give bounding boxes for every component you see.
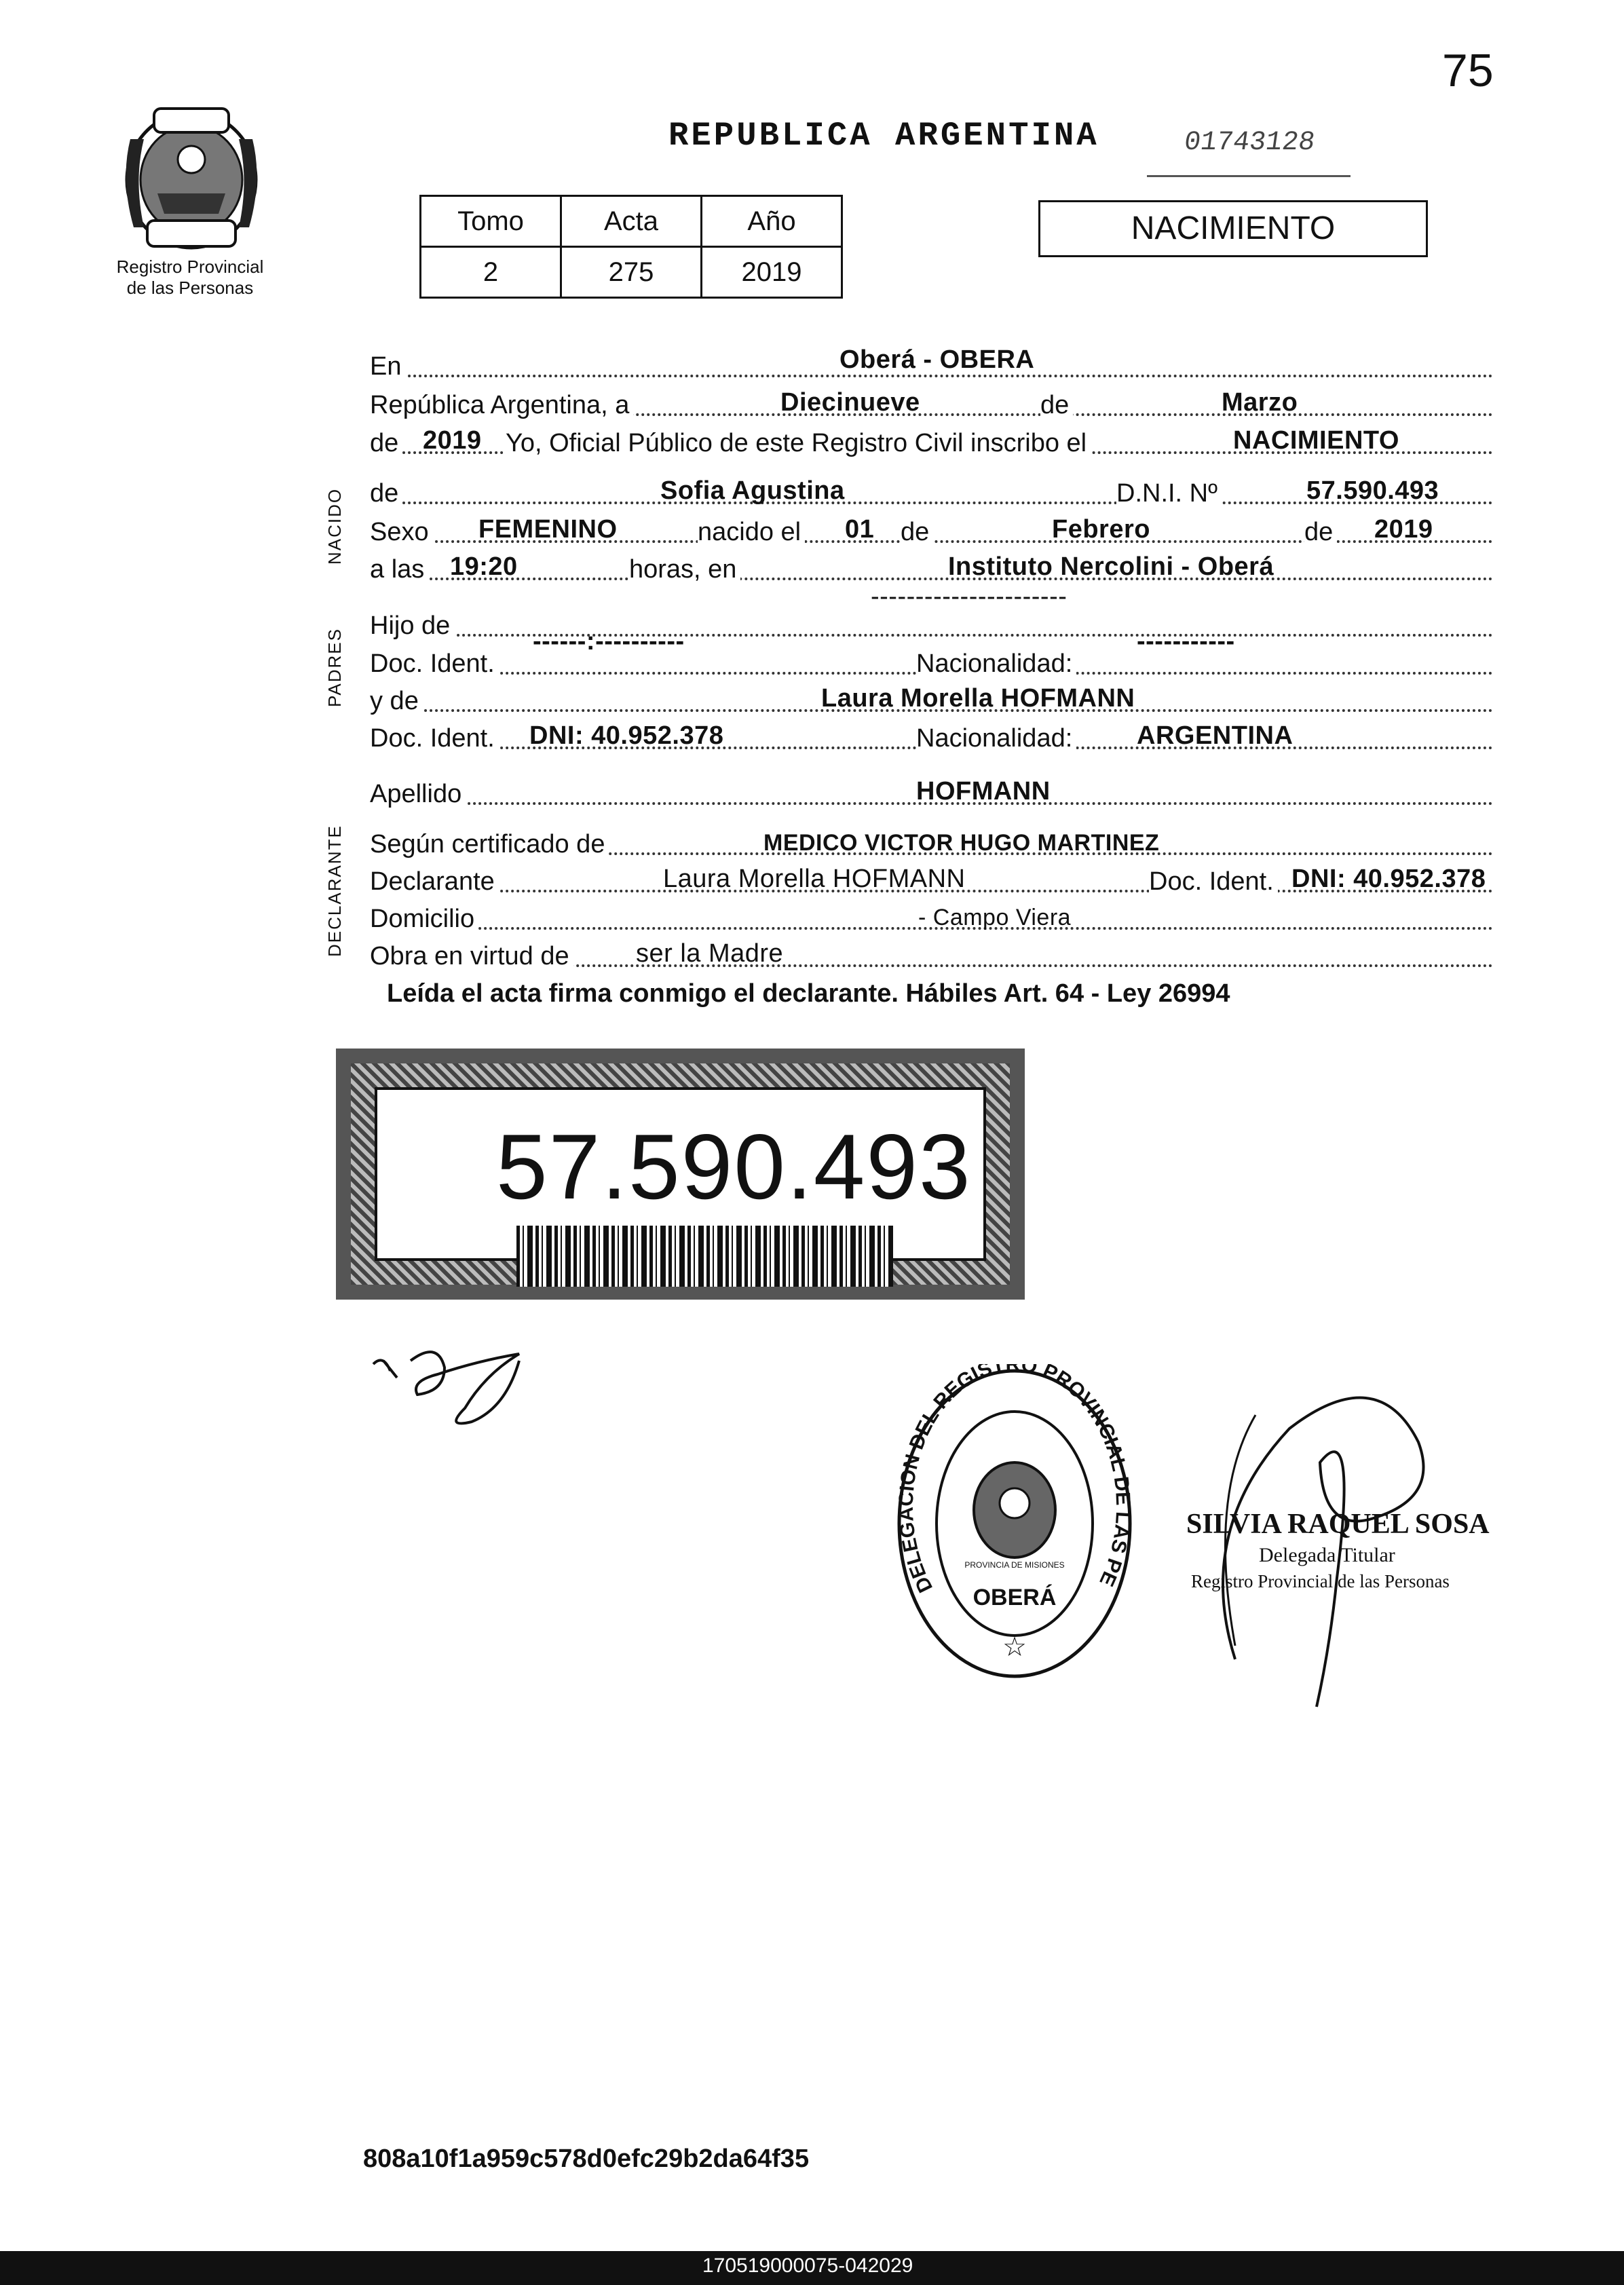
logo-caption-line-2: de las Personas	[126, 278, 254, 298]
value-madre-doc: DNI: 40.952.378	[529, 721, 724, 750]
label-yde: y de	[370, 687, 423, 716]
label-doc3: Doc. Ident.	[1149, 867, 1278, 896]
row-certificado	[370, 816, 1493, 858]
label-hijo: Hijo de	[370, 611, 454, 641]
value-apellido: HOFMANN	[916, 777, 1051, 806]
section-label-padres: PADRES	[324, 628, 345, 707]
row-declarante	[370, 853, 1493, 896]
header-tomo: Tomo	[421, 196, 561, 247]
register-table-header	[421, 196, 842, 247]
value-anio: 2019	[702, 247, 842, 298]
row-nombre	[370, 465, 1493, 508]
row-sexo	[370, 504, 1493, 546]
province-coat-of-arms	[110, 98, 273, 251]
register-table-values	[421, 247, 842, 298]
label-dni: D.N.I. Nº	[1116, 479, 1222, 508]
serial-number: 01743128	[1182, 128, 1317, 158]
label-de4: de	[901, 518, 933, 547]
label-doc: Doc. Ident.	[370, 649, 499, 679]
section-label-declarante: DECLARANTE	[324, 825, 345, 957]
value-nombre: Sofia Agustina	[660, 476, 845, 505]
seal-city: OBERÁ	[972, 1585, 1057, 1610]
page-number: 75	[1442, 45, 1494, 96]
header-anio: Año	[702, 196, 842, 247]
label-nacido: nacido el	[698, 518, 805, 547]
value-madre: Laura Morella HOFMANN	[821, 684, 1135, 713]
dni-stamp-box	[336, 1049, 1025, 1300]
row-en	[370, 338, 1493, 381]
value-tipo: NACIMIENTO	[1233, 426, 1399, 455]
label-sexo: Sexo	[370, 518, 433, 547]
row-domicilio	[370, 890, 1493, 933]
label-de: de	[1040, 391, 1073, 420]
label-nacionalidad: Nacionalidad:	[916, 649, 1076, 679]
label-de5: de	[1304, 518, 1337, 547]
value-domicilio: - Campo Viera	[918, 905, 1072, 930]
logo-caption-line-1: Registro Provincial	[116, 257, 264, 277]
dni-stamp-inner	[375, 1087, 986, 1261]
row-padre-doc	[370, 627, 1493, 678]
value-nac-anio: 2019	[1374, 515, 1433, 544]
seal-star-icon: ☆	[1002, 1632, 1027, 1662]
document-title: REPUBLICA ARGENTINA	[668, 117, 1099, 155]
value-anio: 2019	[423, 426, 482, 455]
value-tomo: 2	[421, 247, 561, 298]
value-padre: ----------------------	[871, 582, 1068, 611]
value-declarante-doc: DNI: 40.952.378	[1291, 865, 1486, 893]
footer-code: 170519000075-042029	[702, 2254, 913, 2277]
label-de2: de	[370, 429, 402, 458]
value-madre-nac: ARGENTINA	[1137, 721, 1293, 750]
barcode	[516, 1226, 893, 1287]
official-name: SILVIA RAQUEL SOSA	[1186, 1509, 1490, 1540]
row-anio-inscripcion	[370, 415, 1493, 457]
label-de3: de	[370, 479, 402, 508]
seal-outer-text: DELEGACION DEL REGISTRO PROVINCIAL DE LAS PE	[894, 1364, 1135, 1596]
value-dia: Diecinueve	[780, 388, 920, 417]
value-lugar-nac: Instituto Nercolini - Oberá	[948, 552, 1274, 581]
row-madre-doc	[370, 710, 1493, 753]
value-padre-doc: ------:----------	[533, 627, 685, 656]
legal-text: Leída el acta firma conmigo el declarante. Hábiles Art. 64 - Ley 26994	[387, 979, 1230, 1008]
label-apellido: Apellido	[370, 780, 466, 809]
value-certificado: MEDICO VICTOR HUGO MARTINEZ	[763, 830, 1160, 856]
dni-stamp-number: 57.590.493	[496, 1115, 972, 1218]
label-domicilio: Domicilio	[370, 905, 478, 934]
value-lugar: Oberá - OBERA	[839, 345, 1035, 374]
logo-caption	[75, 257, 305, 299]
label-nacionalidad2: Nacionalidad:	[916, 724, 1076, 753]
label-declarante: Declarante	[370, 867, 499, 896]
label-horas: horas, en	[629, 555, 740, 584]
row-fecha-inscripcion	[370, 377, 1493, 419]
value-nac-mes: Febrero	[1052, 515, 1150, 544]
row-hora	[370, 541, 1493, 584]
value-mes: Marzo	[1222, 388, 1298, 417]
label-en: En	[370, 352, 405, 381]
value-nac-dia: 01	[845, 515, 875, 544]
section-label-nacido: NACIDO	[324, 487, 345, 565]
value-obra: ser la Madre	[636, 939, 784, 968]
value-sexo: FEMENINO	[478, 515, 618, 544]
value-padre-nac: -----------	[1137, 627, 1235, 656]
value-acta: 275	[561, 247, 702, 298]
header-acta: Acta	[561, 196, 702, 247]
document-hash: 808a10f1a959c578d0efc29b2da64f35	[363, 2145, 810, 2173]
value-hora: 19:20	[450, 552, 518, 581]
official-seal	[892, 1364, 1137, 1683]
value-declarante: Laura Morella HOFMANN	[663, 865, 966, 893]
label-segun: Según certificado de	[370, 830, 609, 859]
register-table	[419, 195, 843, 299]
record-type-box: NACIMIENTO	[1038, 200, 1428, 257]
seal-inner-text: PROVINCIA DE MISIONES	[964, 1560, 1065, 1570]
row-apellido	[370, 766, 1493, 808]
label-obra: Obra en virtud de	[370, 942, 573, 971]
row-obra	[370, 928, 1493, 970]
label-republica: República Argentina, a	[370, 391, 633, 420]
official-org: Registro Provincial de las Personas	[1191, 1571, 1450, 1591]
declarant-signature	[370, 1334, 533, 1435]
serial-underline	[1147, 175, 1351, 177]
label-alas: a las	[370, 555, 428, 584]
label-yo: Yo, Oficial Público de este Registro Civil inscribo el	[506, 429, 1091, 458]
label-doc2: Doc. Ident.	[370, 724, 499, 753]
official-role: Delegada Titular	[1259, 1544, 1395, 1566]
value-dni: 57.590.493	[1306, 476, 1439, 505]
row-madre	[370, 673, 1493, 715]
